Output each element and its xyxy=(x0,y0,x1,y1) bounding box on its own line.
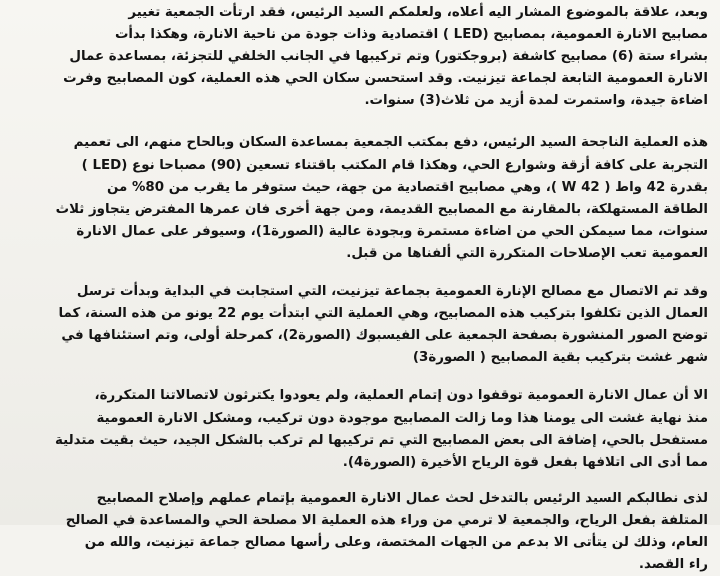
text-line: لذى نطالبكم السيد الرئيس بالتدخل لحث عمال الانارة العمومية بإتمام عملهم وإصلاح المصابيح xyxy=(96,490,708,506)
text-line: العمال الذين تكلفوا بتركيب هذه المصابيح، وهي العملية التي ابتدأت يوم 22 يونو من هذه السنة، كما xyxy=(58,306,708,322)
paragraph-2 xyxy=(12,132,708,265)
text-line: اضاءة جيدة، واستمرت لمدة أزيد من ثلاث(3) سنوات. xyxy=(364,93,708,109)
text-line: العام، وذلك لن يتأتى الا بدعم من الجهات المختصة، وعلى رأسها مصالح جماعة تيزنيت، والله من xyxy=(84,534,708,550)
paragraph-5 xyxy=(12,488,708,576)
text-line: شهر غشت بتركيب بقية المصابيح ( الصورة3) xyxy=(412,350,708,366)
text-line: مستفحل بالحي، إضافة الى بعض المصابيح التي تم تركيبها لم تركب بالشكل الجيد، حيث بقيت متدلية xyxy=(54,432,708,448)
text-line: المتلفة بفعل الرياح، والجمعية لا ترمي من وراء هذه العملية الا مصلحة الحي والمساعدة في الصالح xyxy=(65,512,708,528)
text-line: راء القصد. xyxy=(638,557,708,573)
paragraph-3 xyxy=(12,281,708,369)
text-line: الا أن عمال الانارة العمومية توقفوا دون إتمام العملية، ولم يعودوا يكترثون لاتصالاتنا المتكررة، xyxy=(94,388,708,404)
text-line: بشراء ستة (6) مصابيح كاشفة (بروجكتور) وتم تركيبها في الجانب الخلفي للتجزئة، بمساعدة عمال xyxy=(69,49,708,65)
text-line: مما أدى الى اتلافها بفعل قوة الرياح الأخيرة (الصورة4). xyxy=(342,454,708,470)
text-line: مصابيح الانارة العمومية، بمصابيح (LED ) اقتصادية وذات جودة من ناحية الانارة، وهكذا بدأت xyxy=(114,27,708,43)
text-line: وبعد، علاقة بالموضوع المشار اليه أعلاه، ولعلمكم السيد الرئيس، فقد ارتأت الجمعية تغيير xyxy=(128,5,708,20)
paragraph-4 xyxy=(12,385,708,473)
text-line: الطاقة المستهلكة، بالمقارنة مع المصابيح القديمة، ومن جهة أخرى فان عمرها المفترض يتجاوز ثلاث xyxy=(55,201,708,217)
text-line: سنوات، مما سيمكن الحي من اضاءة مستمرة وبجودة عالية (الصورة1)، وسيوفر على عمال الانارة xyxy=(76,223,708,239)
text-line: توضح الصور المنشورة بصفحة الجمعية على الفيسبوك (الصورة2)، كمرحلة أولى، وتم استئنافها في xyxy=(61,328,708,344)
text-line: العمومية تعب الإصلاحات المتكررة التي ألفناها من قبل. xyxy=(346,245,708,261)
text-line: بقدرة 42 واط ( 42 W )، وهي مصابيح اقتصادية من جهة، حيث ستوفر ما يقرب من 80% من xyxy=(106,179,708,195)
text-line: التجربة على كافة أزقة وشوارع الحي، وهكذا قام المكتب باقتناء تسعين (90) مصباحا نوع (LED ) xyxy=(81,157,708,173)
text-line: هذه العملية الناجحة السيد الرئيس، دفع بمكتب الجمعية بمساعدة السكان وبالحاح منهم، الى تعميم xyxy=(73,135,708,151)
paragraph-1 xyxy=(12,2,708,112)
text-line: الانارة العمومية التابعة لجماعة تيزنيت. وقد استحسن سكان الحي هذه العملية، كون المصابيح وفرت xyxy=(63,71,708,87)
text-line: منذ نهاية غشت الى يومنا هذا وما زالت المصابيح موجودة دون تركيب، ومشكل الانارة العمومية xyxy=(96,410,708,426)
text-line: وقد تم الاتصال مع مصالح الإنارة العمومية بجماعة تيزنيت، التي استجابت في البداية وبدأت ترسل xyxy=(76,284,708,300)
